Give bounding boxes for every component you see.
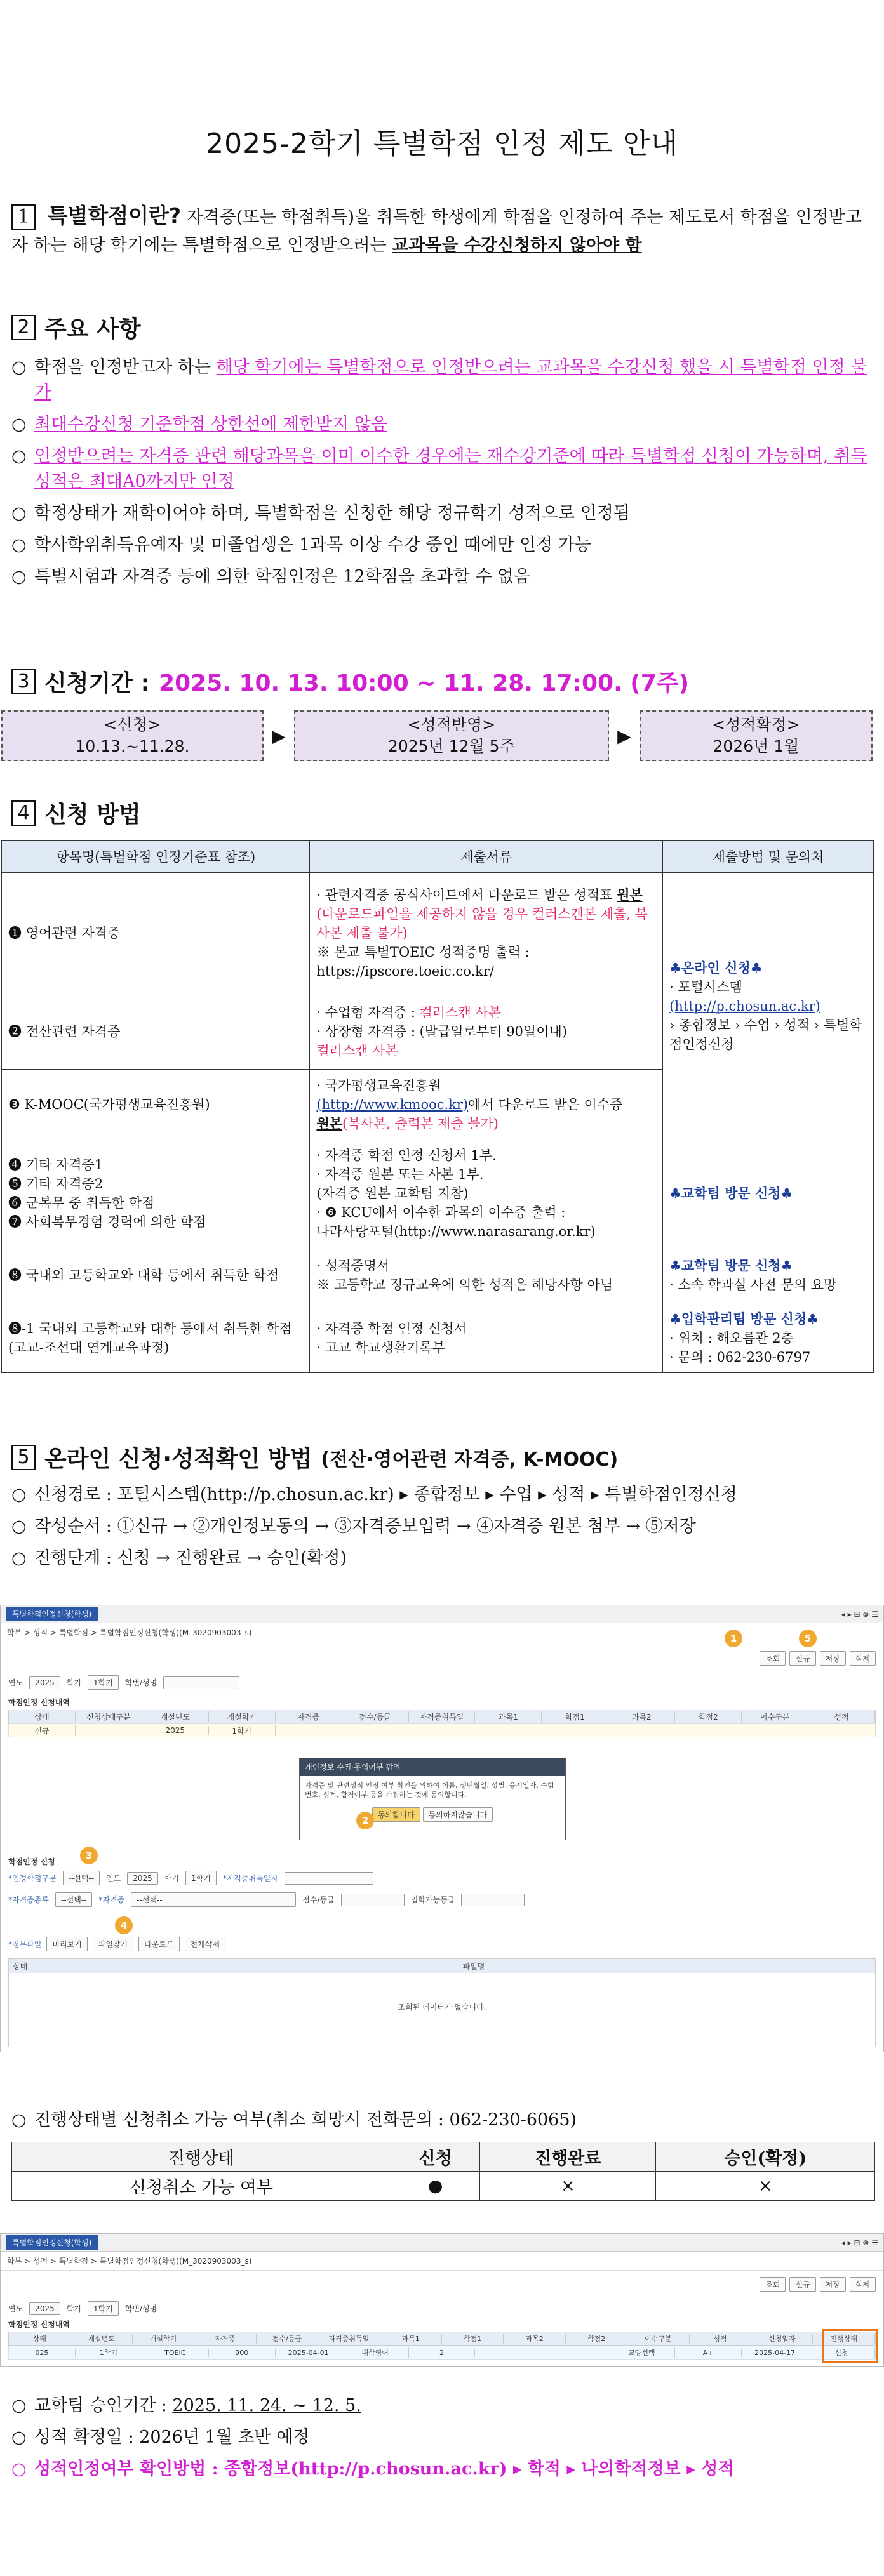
column-header: 제출서류 bbox=[310, 841, 663, 873]
modal-title: 개인정보 수집·동의여부 팝업 bbox=[300, 1758, 565, 1776]
term-select[interactable]: 1학기 bbox=[88, 2301, 119, 2316]
grid-cell: 상태 bbox=[9, 1711, 76, 1722]
row-item: ❹ 기타 자격증1 ❺ 기타 자격증2 ❻ 군복무 중 취득한 학점 ❼ 사회복무경험 경력에 의한 학점 bbox=[2, 1139, 310, 1247]
table-row bbox=[2, 873, 874, 993]
breadcrumb: 학부 > 성적 > 특별학점 > 특별학점인정신청(학생)(M_3020903003_s) bbox=[1, 1623, 883, 1642]
grade-date-line: ○ 성적 확정일 : 2026년 1월 초반 예정 bbox=[11, 2427, 310, 2447]
cert-label: *자격증 bbox=[98, 1895, 125, 1904]
search-button[interactable]: 조회 bbox=[760, 2277, 786, 2292]
credit-type-select[interactable]: --선택-- bbox=[63, 1871, 100, 1885]
grid-cell: 신청상태구분 bbox=[76, 1711, 142, 1722]
grid-cell: 개설학기 bbox=[209, 1711, 276, 1722]
table-row bbox=[2, 1303, 874, 1373]
grid-cell: 학점2 bbox=[675, 1711, 742, 1722]
grid-cell: 이수구분 bbox=[627, 2334, 689, 2344]
page-title: 2025-2학기 특별학점 인정 제도 안내 bbox=[206, 128, 678, 160]
section-number: 5 bbox=[11, 1445, 36, 1470]
section-5 bbox=[11, 1441, 873, 1577]
section-3 bbox=[11, 665, 873, 761]
definition-emphasis: 교과목을 수강신청하지 않아야 함 bbox=[392, 236, 642, 255]
cancel-line: ○ 진행상태별 신청취소 가능 여부(취소 희망시 전화문의 : 062-230-6065) bbox=[11, 2110, 577, 2130]
grid-cell: 900 bbox=[209, 2349, 276, 2357]
table-row bbox=[2, 1139, 874, 1247]
section-number: 4 bbox=[11, 800, 36, 826]
row-docs: · 자격증 학점 인정 신청서 · 고교 학교생활기록부 bbox=[310, 1303, 663, 1373]
section-number: 1 bbox=[11, 204, 36, 230]
row-docs: · 관련자격증 공식사이트에서 다운로드 받은 성적표 원본 (다운로드파일을 제공하지 않을 경우 컬러스캔본 제출, 복사본 제출 불가) ※ 본교 특별TOEIC 성적증명 출력 : https://ipscore.toeic.co.kr/ bbox=[310, 873, 663, 993]
grid-cell: 2025 bbox=[142, 1726, 209, 1735]
route-line: ○ 신청경로 : 포털시스템(http://p.chosun.ac.kr) ▸ 종합정보 ▸ 수업 ▸ 성적 ▸ 특별학점인정신청 bbox=[11, 1485, 737, 1504]
disagree-button[interactable]: 동의하지않습니다 bbox=[423, 1807, 493, 1822]
form-title: 학점인정 신청 bbox=[8, 1857, 55, 1866]
grid-cell: 자격증 bbox=[276, 1711, 342, 1722]
grid-cell: 자격증 bbox=[194, 2334, 256, 2344]
grid-cell: 학점1 bbox=[442, 2334, 504, 2344]
column-header: 항목명(특별학점 인정기준표 참조) bbox=[2, 841, 310, 873]
list-title: 학점인정 신청내역 bbox=[8, 1698, 70, 1707]
row-docs: · 자격증 학점 인정 신청서 1부. · 자격증 원본 또는 사본 1부. (자격증 원본 교학팀 지참) · ❻ KCU에서 이수한 과목의 이수증 출력 : 나라사랑포털(http://www.narasarang.or.kr) bbox=[310, 1139, 663, 1247]
grid-cell: TOEIC bbox=[142, 2349, 209, 2357]
row-item: ❷ 전산관련 자격증 bbox=[2, 993, 310, 1070]
breadcrumb: 학부 > 성적 > 특별학점 > 특별학점인정신청(학생)(M_3020903003_s) bbox=[1, 2252, 883, 2271]
order-line: ○ 작성순서 : ①신규 → ②개인정보동의 → ③자격증보입력 → ④자격증 원본 첨부 → ⑤저장 bbox=[11, 1517, 696, 1536]
note-item: ○ 특별시험과 자격증 등에 의한 학점인정은 12학점을 초과할 수 없음 bbox=[11, 567, 531, 587]
grid-cell: 점수/등급 bbox=[257, 2334, 318, 2344]
tab-special-credit[interactable]: 특별학점인정신청(학생) bbox=[6, 2235, 98, 2250]
delete-all-button[interactable]: 전체삭제 bbox=[185, 1937, 225, 1951]
grid-cell: 점수/등급 bbox=[342, 1711, 409, 1722]
grid-row[interactable] bbox=[8, 1723, 876, 1737]
new-button[interactable]: 신규 bbox=[789, 1651, 815, 1666]
status-highlight bbox=[822, 2329, 878, 2363]
section-1 bbox=[11, 202, 873, 260]
grid-cell: 신청일자 bbox=[751, 2334, 813, 2344]
grid-cell: 과목1 bbox=[380, 2334, 442, 2344]
grid-cell: 대학영어 bbox=[342, 2347, 409, 2358]
form-term-label: 학기 bbox=[164, 1874, 179, 1883]
cert-select[interactable]: --선택-- bbox=[131, 1892, 296, 1907]
empty-message: 조회된 데이터가 없습니다. bbox=[398, 2003, 486, 2012]
search-button[interactable]: 조회 bbox=[760, 1651, 786, 1666]
grid-cell: 진행상태 bbox=[813, 2334, 874, 2344]
row-item: ❶ 영어관련 자격증 bbox=[2, 873, 310, 993]
grid-cell: 과목1 bbox=[475, 1711, 542, 1722]
column-header: 제출방법 및 문의처 bbox=[663, 841, 874, 873]
cert-kind-select[interactable]: --선택-- bbox=[55, 1892, 93, 1907]
acquired-date-label: *자격증취득일자 bbox=[222, 1874, 278, 1883]
credit-type-label: *인정학점구분 bbox=[8, 1874, 57, 1883]
agree-button[interactable]: 동의합니다 bbox=[372, 1807, 420, 1822]
row-docs: · 성적증명서 ※ 고등학교 정규교육에 의한 성적은 해당사항 아님 bbox=[310, 1247, 663, 1303]
grid-cell: 과목2 bbox=[504, 2334, 565, 2344]
delete-button[interactable]: 삭제 bbox=[850, 2277, 876, 2292]
year-label: 연도 bbox=[8, 1678, 23, 1687]
arrow-icon: ▶ bbox=[272, 725, 286, 747]
cancel-section bbox=[11, 2108, 873, 2201]
step-badge-5: 5 bbox=[799, 1630, 817, 1647]
portal-screenshot-2: 특별학점인정신청(학생) ◂ ▸ ⊞ ⊗ ☰ 학부 > 성적 > 특별학점 > 특별학점인정신청(학생)(M_3020903003_s) 조회 신규 저장 삭제 연도 2025 학기 1학기 학번/성명 학점인정 신청내역 상태 개설년도 개설학기 자격증 점수/등급 자격증취득일 과목1 학점1 과목2 학점2 이수구분 성적 신청일자 진행상태 025 1학기 TOEIC 900 2025-04-01 대학영어 2 교양선택 A+ 2025-04-17 신청 bbox=[0, 2233, 884, 2367]
form-term-value[interactable]: 1학기 bbox=[185, 1871, 217, 1885]
grid-cell: 개설년도 bbox=[70, 2334, 132, 2344]
grid-cell: 2025-04-17 bbox=[742, 2349, 808, 2357]
year-select[interactable]: 2025 bbox=[29, 2302, 60, 2315]
attach-label: *첨부파일 bbox=[8, 1940, 42, 1949]
visit-method: ♣입학관리팀 방문 신청♣ · 위치 : 해오름관 2층 · 문의 : 062-230-6797 bbox=[663, 1303, 874, 1373]
note-item: ○ 학정상태가 재학이어야 하며, 특별학점을 신청한 해당 정규학기 성적으로 인정됨 bbox=[11, 503, 630, 523]
preview-button[interactable]: 미리보기 bbox=[46, 1937, 87, 1951]
row-item: ❽-1 국내외 고등학교와 대학 등에서 취득한 학점(고교-조선대 연계교육과정) bbox=[2, 1303, 310, 1373]
schedule-flow bbox=[1, 710, 873, 761]
student-input[interactable] bbox=[163, 1676, 239, 1689]
check-method-line: ○ 성적인정여부 확인방법 : 종합정보(http://p.chosun.ac.kr) ▸ 학적 ▸ 나의학적정보 ▸ 성적 bbox=[11, 2459, 735, 2479]
score-label: 점수/등급 bbox=[302, 1895, 335, 1904]
find-file-button[interactable]: 파일찾기 bbox=[93, 1937, 133, 1951]
grid-cell: 학점1 bbox=[542, 1711, 608, 1722]
grid-cell: 개설년도 bbox=[142, 1711, 209, 1722]
section-heading: 신청기간 : bbox=[44, 670, 151, 696]
modal-body: 자격증 및 관련성적 인정 여부 확인을 위하여 이름, 생년월일, 성별, 응시일자, 수험번호, 성적, 합격여부 등을 수집하는 것에 동의합니다. bbox=[305, 1781, 554, 1799]
grid-cell: 개설학기 bbox=[133, 2334, 194, 2344]
row-docs: · 수업형 자격증 : 컬러스캔 사본 · 상장형 자격증 : (발급일로부터 90일이내) 컬러스캔 사본 bbox=[310, 993, 663, 1070]
row-item: ❸ K-MOOC(국가평생교육진흥원) bbox=[2, 1070, 310, 1139]
term-select[interactable]: 1학기 bbox=[88, 1675, 119, 1690]
new-button[interactable]: 신규 bbox=[789, 2277, 815, 2292]
visit-method: ♣교학팀 방문 신청♣ · 소속 학과실 사전 문의 요망 bbox=[663, 1247, 874, 1303]
section-2 bbox=[11, 311, 873, 596]
arrow-icon: ▶ bbox=[617, 725, 631, 747]
download-button[interactable]: 다운로드 bbox=[138, 1937, 179, 1951]
section-heading: 주요 사항 bbox=[44, 316, 141, 342]
grid-cell: 학점2 bbox=[566, 2334, 627, 2344]
grid-header bbox=[8, 2332, 876, 2346]
section-subheading: (전산·영어관련 자격증, K-MOOC) bbox=[321, 1448, 619, 1471]
attachment-grid: 상태 파일명 조회된 데이터가 없습니다. bbox=[8, 1958, 876, 2047]
portal-link[interactable]: (http://p.chosun.ac.kr) bbox=[669, 998, 820, 1014]
tab-special-credit[interactable]: 특별학점인정신청(학생) bbox=[6, 1607, 98, 1621]
grid-cell: 성적 bbox=[690, 2334, 751, 2344]
section-heading: 신청 방법 bbox=[44, 802, 141, 828]
section-heading: 특별학점이란? bbox=[47, 203, 182, 228]
section-number: 3 bbox=[11, 669, 36, 694]
grid-cell: 자격증취득일 bbox=[318, 2334, 380, 2344]
flow-step-confirm: <성적확정> 2026년 1월 bbox=[640, 710, 873, 761]
closing-notes bbox=[11, 2393, 873, 2488]
grid-cell: A+ bbox=[675, 2349, 742, 2357]
grid-cell: 신청 bbox=[808, 2347, 875, 2358]
acquired-date-input[interactable] bbox=[285, 1872, 373, 1885]
visit-method: ♣교학팀 방문 신청♣ bbox=[663, 1139, 874, 1247]
grid-cell: 신규 bbox=[9, 1725, 76, 1736]
grid-cell: 과목2 bbox=[608, 1711, 675, 1722]
note-item: ○ 학점을 인정받고자 하는 해당 학기에는 특별학점으로 인정받으려는 교과목을 수강신청 했을 시 특별학점 인정 불가 bbox=[11, 357, 867, 402]
score-input[interactable] bbox=[341, 1894, 405, 1906]
section-number: 2 bbox=[11, 315, 36, 340]
note-item: ○ 최대수강신청 기준학점 상한선에 제한받지 않음 bbox=[11, 415, 387, 434]
row-docs: · 국가평생교육진흥원 (http://www.kmooc.kr)에서 다운로드 받은 이수증 원본(복사본, 출력본 제출 불가) bbox=[310, 1070, 663, 1139]
section-4 bbox=[8, 797, 873, 1373]
stage-line: ○ 진행단계 : 신청 → 진행완료 → 승인(확정) bbox=[11, 1548, 347, 1568]
portal-screenshot-1: 특별학점인정신청(학생) ◂ ▸ ⊞ ⊗ ☰ 학부 > 성적 > 특별학점 > 특별학점인정신청(학생)(M_3020903003_s) 조회 신규 저장 삭제 1 5 연도 2025 학기 1학기 학번/성명 학점인정 신청내역 상태 신청상태구분 개설년도 개설학기 자격증 점수/등급 자격증취득일 과목1 학점1 과목2 학점2 이수구분 성적 신규 2025 1학기 개인정보 수집·동의여부 팝업 자격증 및 관련성적 인정 여부 확인을 위하여 이름, 생년월일, 성별, 응시일자, 수험번호, 성적, 합격여부 등을 수집하는 것에 동의합니다. 동의합니다 동의하지않습니다 2 학점인정 신청 3 *인정학점구분 --선택-- 연도 2025 학기 1학기 *자격증취득일자 *자격증종류 --선택-- *자격증 --선택-- 점수/등급 입학가능등급 4 *첨부파일 미리보기 파일찾기 다운로드 전체삭제 상태 파일명 조회된 데이터가 없습니다. bbox=[0, 1605, 884, 2052]
notes-list bbox=[11, 355, 873, 590]
form-year-label: 연도 bbox=[106, 1874, 121, 1883]
approval-line: ○ 교학팀 승인기간 : 2025. 11. 24. ~ 12. 5. bbox=[11, 2396, 361, 2415]
step-badge-4: 4 bbox=[115, 1916, 133, 1934]
online-method: ♣온라인 신청♣ · 포털시스템 (http://p.chosun.ac.kr) › 종합정보 › 수업 › 성적 › 특별학점인정신청 bbox=[663, 873, 874, 1139]
application-table bbox=[1, 840, 874, 1373]
save-button[interactable]: 저장 bbox=[820, 1651, 846, 1666]
row-item: ❽ 국내외 고등학교와 대학 등에서 취득한 학점 bbox=[2, 1247, 310, 1303]
grid-header bbox=[8, 1710, 876, 1723]
term-label: 학기 bbox=[66, 1678, 81, 1687]
cert-kind-label: *자격증종류 bbox=[8, 1895, 49, 1904]
grid-cell: 상태 bbox=[9, 2334, 70, 2344]
step-badge-1: 1 bbox=[725, 1630, 742, 1647]
section-heading: 온라인 신청·성적확인 방법 bbox=[44, 1446, 312, 1472]
grid-cell: 자격증취득일 bbox=[409, 1711, 476, 1722]
level-input[interactable] bbox=[461, 1894, 525, 1906]
year-select[interactable]: 2025 bbox=[29, 1676, 60, 1689]
consent-modal bbox=[299, 1758, 566, 1840]
grid-cell: 2 bbox=[409, 2349, 476, 2357]
step-badge-2: 2 bbox=[356, 1812, 374, 1829]
grid-cell: 1학기 bbox=[209, 1725, 276, 1736]
flow-step-reflect: <성적반영> 2025년 12월 5주 bbox=[294, 710, 609, 761]
grid-cell: 025 bbox=[9, 2349, 76, 2357]
grid-row[interactable] bbox=[8, 2346, 876, 2360]
table-row bbox=[2, 1247, 874, 1303]
grid-cell: 1학기 bbox=[76, 2347, 142, 2358]
application-period: 2025. 10. 13. 10:00 ~ 11. 28. 17:00. (7주) bbox=[159, 670, 690, 696]
cancel-table: 진행상태 신청 진행완료 승인(확정) 신청취소 가능 여부 ● × × bbox=[11, 2142, 875, 2201]
delete-button[interactable]: 삭제 bbox=[850, 1651, 876, 1666]
definition-text: 자격증(또는 학점취득)을 취득한 학생에게 학점을 인정하여 주는 제도로서 학점을 인정받고자 하는 해당 학기에는 특별학점으로 인정받으려는 bbox=[11, 208, 862, 255]
grid-cell: 이수구분 bbox=[742, 1711, 808, 1722]
step-badge-3: 3 bbox=[80, 1847, 98, 1864]
note-item: ○ 인정받으려는 자격증 관련 해당과목을 이미 이수한 경우에는 재수강기준에 따라 특별학점 신청이 가능하며, 취득성적은 최대A0까지만 인정 bbox=[11, 446, 867, 491]
grid-cell: 교양선택 bbox=[608, 2347, 675, 2358]
save-button[interactable]: 저장 bbox=[820, 2277, 846, 2292]
flow-step-apply: <신청> 10.13.~11.28. bbox=[1, 710, 264, 761]
form-year-value[interactable]: 2025 bbox=[127, 1872, 158, 1885]
grid-cell: 성적 bbox=[808, 1711, 875, 1722]
level-label: 입학가능등급 bbox=[410, 1895, 455, 1904]
note-item: ○ 학사학위취득유예자 및 미졸업생은 1과목 이상 수강 중인 때에만 인정 가능 bbox=[11, 535, 591, 555]
grid-cell: 2025-04-01 bbox=[276, 2349, 342, 2357]
student-label: 학번/성명 bbox=[124, 1678, 157, 1687]
list-title: 학점인정 신청내역 bbox=[8, 2320, 70, 2329]
